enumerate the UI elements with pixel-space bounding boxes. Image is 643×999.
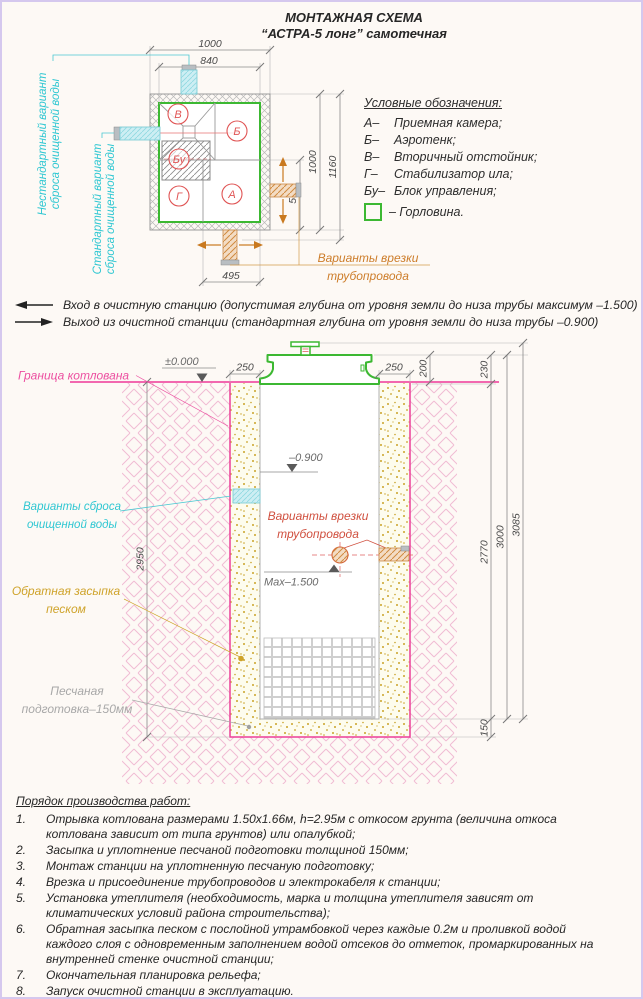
- minus900-label: –0.900: [289, 452, 323, 464]
- title-line-1: МОНТАЖНАЯ СХЕМА: [285, 10, 423, 25]
- work-item: 6. Обратная засыпка песком с послойной утрамбовкой через каждые 0.2м и проливкой водой каждого слоя с одновременным заполнением водой отсеков до отметок, промаркированных на внутренней стенке очистной станции;: [16, 922, 594, 966]
- work-order-section: [16, 794, 600, 999]
- outlet-note-row: [14, 315, 639, 329]
- nonstandard-outlet-label-1: Нестандартный вариант: [37, 72, 49, 216]
- backfill-leader-dot: [238, 656, 244, 662]
- dim-tank-total: 3000: [494, 525, 507, 549]
- work-item: 1. Отрывка котлована размерами 1.50х1.66м, h=2.95м с откосом грунта (величина откоса котлована зависит от типа грунтов) или опалубкой;: [16, 812, 557, 841]
- inlet-note-row: [14, 298, 639, 312]
- work-item: 5. Установка утеплителя (необходимость, марка и толщина утеплителя зависят от климатических условий района строительства);: [16, 891, 534, 920]
- dim-sand-prep: 150: [478, 719, 491, 737]
- legend-item: А– Приемная камера;: [364, 116, 503, 130]
- section-tapping-label-1: Варианты врезки: [267, 509, 369, 523]
- legend-item: Бу– Блок управления;: [364, 184, 497, 198]
- work-order-title: Порядок производства работ:: [16, 794, 191, 808]
- tank-bottom-grid: [264, 638, 375, 718]
- work-item: 7. Окончательная планировка рельефа;: [16, 968, 261, 982]
- dim-pit-depth: 2950: [134, 547, 147, 571]
- backfill-label-1: Обратная засыпка: [11, 584, 121, 598]
- legend-item: Г– Стабилизатор ила;: [364, 167, 513, 181]
- arrow-right-icon: [14, 316, 54, 328]
- inlet-note-text: Вход в очистную станцию (допустимая глубина от уровня земли до низа трубы максимум –1.500): [63, 298, 638, 312]
- standard-outlet-label-2: сброса очищенной воды: [105, 143, 117, 275]
- io-notes: [14, 298, 639, 332]
- sand-prep-label-1: Песчаная: [50, 684, 104, 698]
- compartment-a-label: А: [228, 189, 236, 201]
- level-triangle-icon: [197, 374, 208, 383]
- zero-level-label: ±0.000: [165, 356, 199, 368]
- outlet-note-text: Выход из очистной станции (стандартная глубина от уровня земли до низа трубы –0.900): [63, 315, 599, 329]
- section-tapping-label-2: трубопровода: [277, 527, 359, 541]
- legend-item: В– Вторичный отстойник;: [364, 150, 538, 164]
- plan-tapping-label-1: Варианты врезки: [317, 251, 419, 265]
- sand-preparation-layer: [230, 719, 410, 737]
- gorlovina-label: – Горловина.: [389, 205, 464, 219]
- gorlovina-swatch-icon: [364, 203, 382, 221]
- dim-right-mid: 1000: [307, 150, 319, 174]
- compartment-b-label: Б: [233, 126, 241, 138]
- dim-tank-body: 2770: [478, 540, 491, 564]
- work-item: 3. Монтаж станции на уплотненную песчаную подготовку;: [16, 859, 375, 873]
- max1500-label: Max–1.500: [264, 576, 319, 589]
- compartment-g-label: Г: [176, 191, 182, 203]
- legend-item: Б– Аэротенк;: [364, 133, 457, 147]
- dim-collar: 230: [478, 360, 491, 379]
- compartment-v-label: В: [174, 109, 182, 121]
- plan-tapping-label-2: трубопровода: [327, 269, 409, 283]
- pit-boundary-label: Граница котлована: [18, 368, 130, 383]
- dim-top-outer: 1000: [198, 38, 222, 50]
- legend: [364, 96, 636, 221]
- work-item: 8. Запуск очистной станции в эксплуатацию.: [16, 984, 294, 998]
- dim-lid: 200: [417, 359, 430, 378]
- sand-prep-label-2: подготовка–150мм: [21, 702, 133, 716]
- vent-stem: [301, 347, 310, 356]
- dim-overall: 3085: [510, 513, 523, 537]
- legend-title: Условные обозначения:: [364, 96, 502, 110]
- compartment-bu-label: Бу: [172, 154, 186, 166]
- dim-top-inner: 840: [200, 55, 218, 67]
- work-item: 4. Врезка и присоединение трубопроводов и электрокабеля к станции;: [16, 875, 441, 889]
- section-view: [2, 337, 643, 792]
- dim-right-outer: 1160: [327, 155, 339, 179]
- title-line-2: “АСТРА-5 лонг” самотечная: [261, 26, 447, 42]
- zero-level-mark: [162, 356, 216, 382]
- legend-gorlovina-row: [364, 203, 636, 221]
- dim-left-sand: 250: [236, 361, 254, 374]
- plan-tank: [122, 94, 270, 230]
- standard-outlet-label-1: Стандартный вариант: [92, 143, 104, 275]
- dim-right-sand: 250: [385, 361, 403, 374]
- left-pipe-cap: [114, 127, 120, 140]
- bottom-pipe-cap: [221, 260, 239, 265]
- inlet-pipe-cap: [401, 546, 409, 551]
- discharge-options-label-2: очищенной воды: [26, 519, 118, 531]
- work-item: 2. Засыпка и уплотнение песчаной подготовки толщиной 150мм;: [16, 843, 409, 857]
- backfill-label-2: песком: [46, 602, 86, 616]
- discharge-options-label-1: Варианты сброса: [23, 501, 121, 513]
- dim-bottom: 495: [222, 270, 240, 282]
- top-pipe-cap: [182, 65, 196, 70]
- sand-prep-leader-dot: [247, 725, 251, 729]
- arrow-left-icon: [14, 299, 54, 311]
- nonstandard-outlet-label-2: сброса очищенной воды: [50, 78, 62, 210]
- right-pipe-cap: [296, 183, 301, 197]
